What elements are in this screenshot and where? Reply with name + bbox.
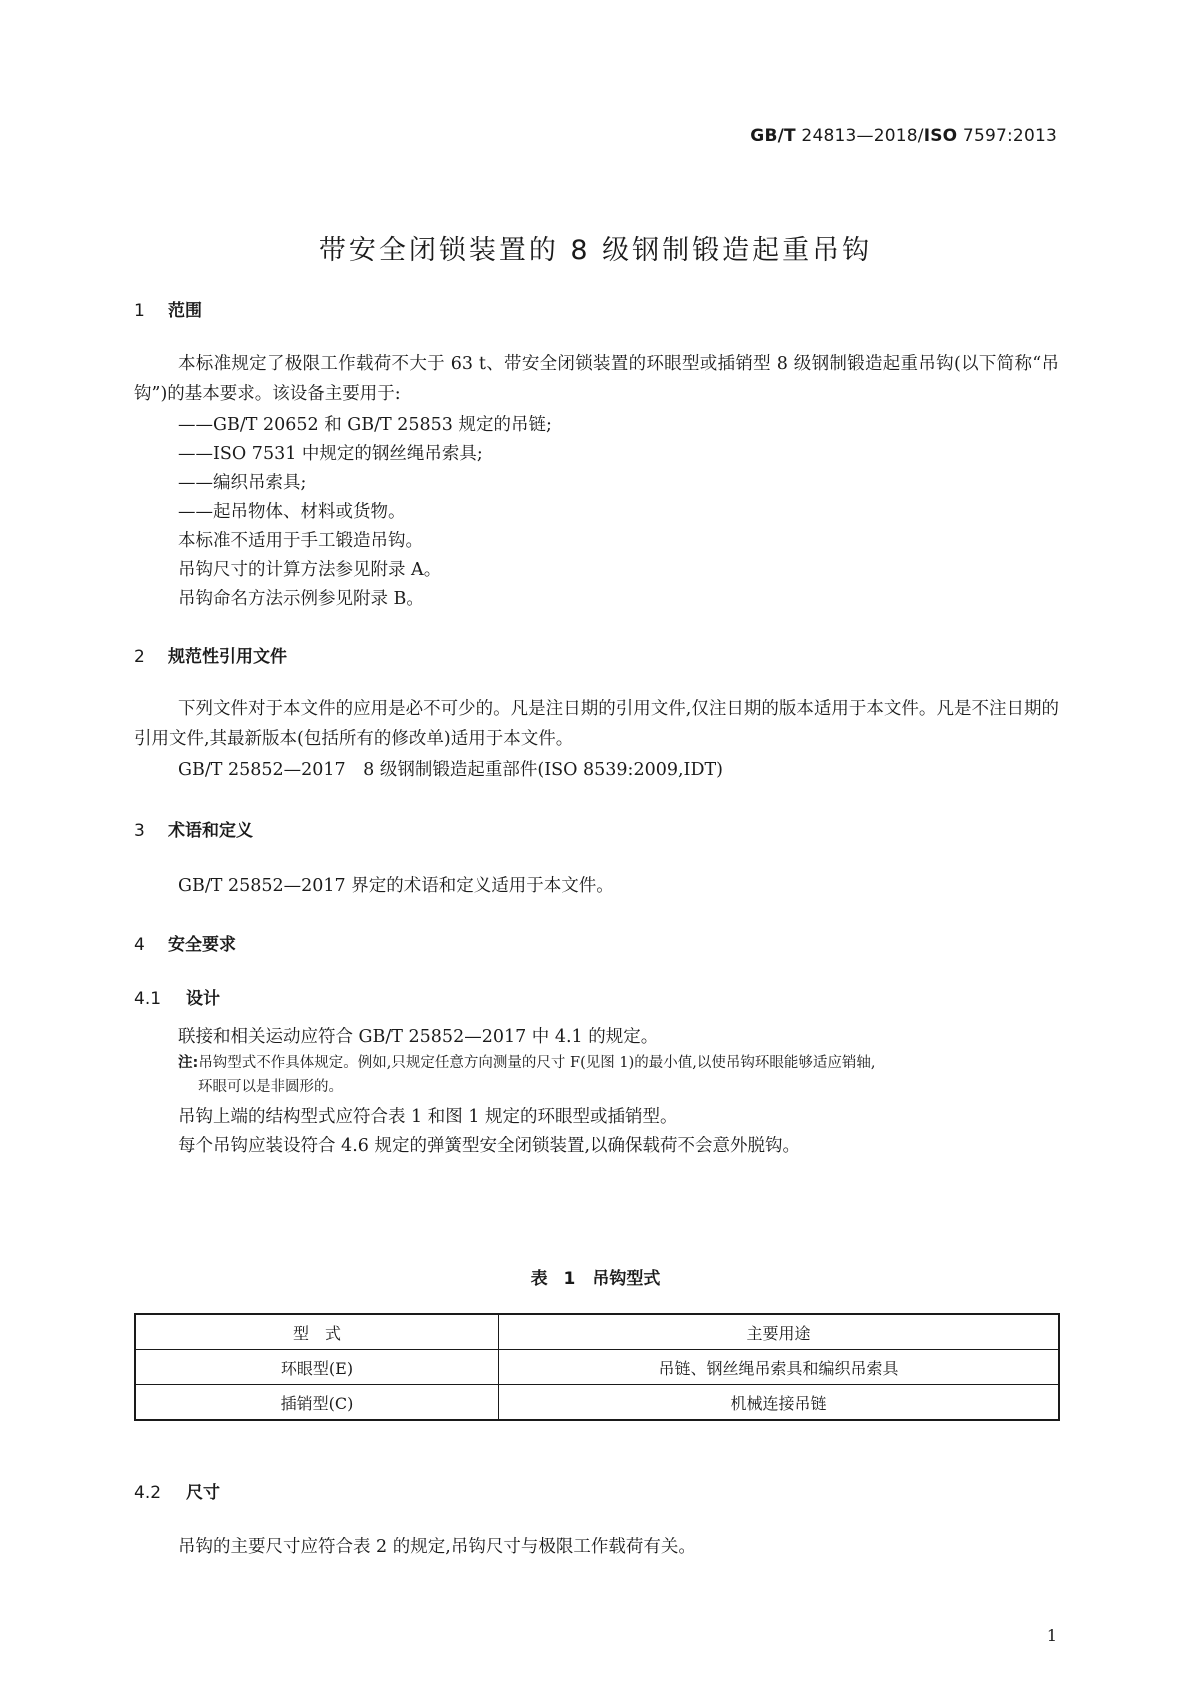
note-label: 注: bbox=[178, 1055, 199, 1071]
list-item: ——ISO 7531 中规定的钢丝绳吊索具; bbox=[178, 444, 483, 464]
table-cell: 机械连接吊链 bbox=[499, 1385, 1060, 1421]
hook-type-table bbox=[134, 1313, 1060, 1421]
table-cell: 插销型(C) bbox=[135, 1385, 499, 1421]
section-title: 安全要求 bbox=[168, 935, 236, 955]
code-part: 7597:2013 bbox=[957, 126, 1057, 146]
text-line: GB/T 25852—2017 界定的术语和定义适用于本文件。 bbox=[178, 876, 614, 896]
section-number: 4.2 bbox=[134, 1483, 162, 1503]
table-cell: 环眼型(E) bbox=[135, 1350, 499, 1385]
document-title: 带安全闭锁装置的 8 级钢制锻造起重吊钩 bbox=[318, 235, 873, 266]
paragraph: 本标准规定了极限工作载荷不大于 63 t、带安全闭锁装置的环眼型或插销型 8 级钢制锻造起重吊钩(以下简称“吊钩”)的基本要求。该设备主要用于: bbox=[134, 354, 1059, 404]
table-header-row bbox=[135, 1314, 1059, 1350]
section-number: 4 bbox=[134, 935, 145, 955]
section-title: 规范性引用文件 bbox=[168, 647, 287, 667]
list-item: ——GB/T 20652 和 GB/T 25853 规定的吊链; bbox=[178, 415, 552, 435]
section-number: 2 bbox=[134, 647, 145, 667]
section-title: 术语和定义 bbox=[168, 821, 253, 841]
section-title: 范围 bbox=[168, 301, 202, 321]
page-number: 1 bbox=[1046, 1626, 1057, 1645]
table-cell: 吊链、钢丝绳吊索具和编织吊索具 bbox=[499, 1350, 1060, 1385]
code-part: 24813—2018/ bbox=[795, 126, 924, 146]
section-heading-1 bbox=[134, 296, 202, 321]
section-heading-2 bbox=[134, 642, 287, 667]
note-text: 吊钩型式不作具体规定。例如,只规定任意方向测量的尺寸 F(见图 1)的最小值,以使吊钩环眼能够适应销轴, bbox=[198, 1055, 876, 1071]
standard-code bbox=[750, 126, 1057, 146]
section-number: 1 bbox=[134, 301, 145, 321]
section-heading-3 bbox=[134, 816, 253, 841]
section-heading-4-2 bbox=[134, 1478, 220, 1503]
section-title: 尺寸 bbox=[186, 1483, 220, 1503]
table-caption: 表 1 吊钩型式 bbox=[530, 1269, 661, 1289]
section-title: 设计 bbox=[186, 989, 220, 1009]
text-line: 每个吊钩应装设符合 4.6 规定的弹簧型安全闭锁装置,以确保载荷不会意外脱钩。 bbox=[178, 1136, 801, 1156]
code-part: GB/T bbox=[750, 126, 796, 146]
text-line: 吊钩上端的结构型式应符合表 1 和图 1 规定的环眼型或插销型。 bbox=[178, 1107, 678, 1127]
table-header-cell: 主要用途 bbox=[499, 1314, 1060, 1350]
code-part: ISO bbox=[923, 126, 958, 146]
text-line: 本标准不适用于手工锻造吊钩。 bbox=[178, 531, 423, 551]
section-number: 4.1 bbox=[134, 989, 162, 1009]
note bbox=[178, 1051, 1060, 1076]
list-item: ——起吊物体、材料或货物。 bbox=[178, 502, 406, 522]
text-line: 联接和相关运动应符合 GB/T 25852—2017 中 4.1 的规定。 bbox=[178, 1027, 659, 1047]
section-heading-4 bbox=[134, 930, 236, 955]
section-number: 3 bbox=[134, 821, 145, 841]
text-line: 吊钩命名方法示例参见附录 B。 bbox=[178, 589, 424, 609]
table-row bbox=[135, 1385, 1059, 1421]
note-continuation: 环眼可以是非圆形的。 bbox=[198, 1079, 343, 1095]
table-row bbox=[135, 1350, 1059, 1385]
reference-entry: GB/T 25852—2017 8 级钢制锻造起重部件(ISO 8539:2009,IDT) bbox=[178, 760, 723, 780]
section-heading-4-1 bbox=[134, 984, 220, 1009]
text-line: 吊钩尺寸的计算方法参见附录 A。 bbox=[178, 560, 442, 580]
paragraph: 下列文件对于本文件的应用是必不可少的。凡是注日期的引用文件,仅注日期的版本适用于本文件。凡是不注日期的引用文件,其最新版本(包括所有的修改单)适用于本文件。 bbox=[134, 699, 1059, 749]
table-header-cell: 型 式 bbox=[135, 1314, 499, 1350]
list-item: ——编织吊索具; bbox=[178, 473, 307, 493]
text-line: 吊钩的主要尺寸应符合表 2 的规定,吊钩尺寸与极限工作载荷有关。 bbox=[178, 1537, 696, 1557]
